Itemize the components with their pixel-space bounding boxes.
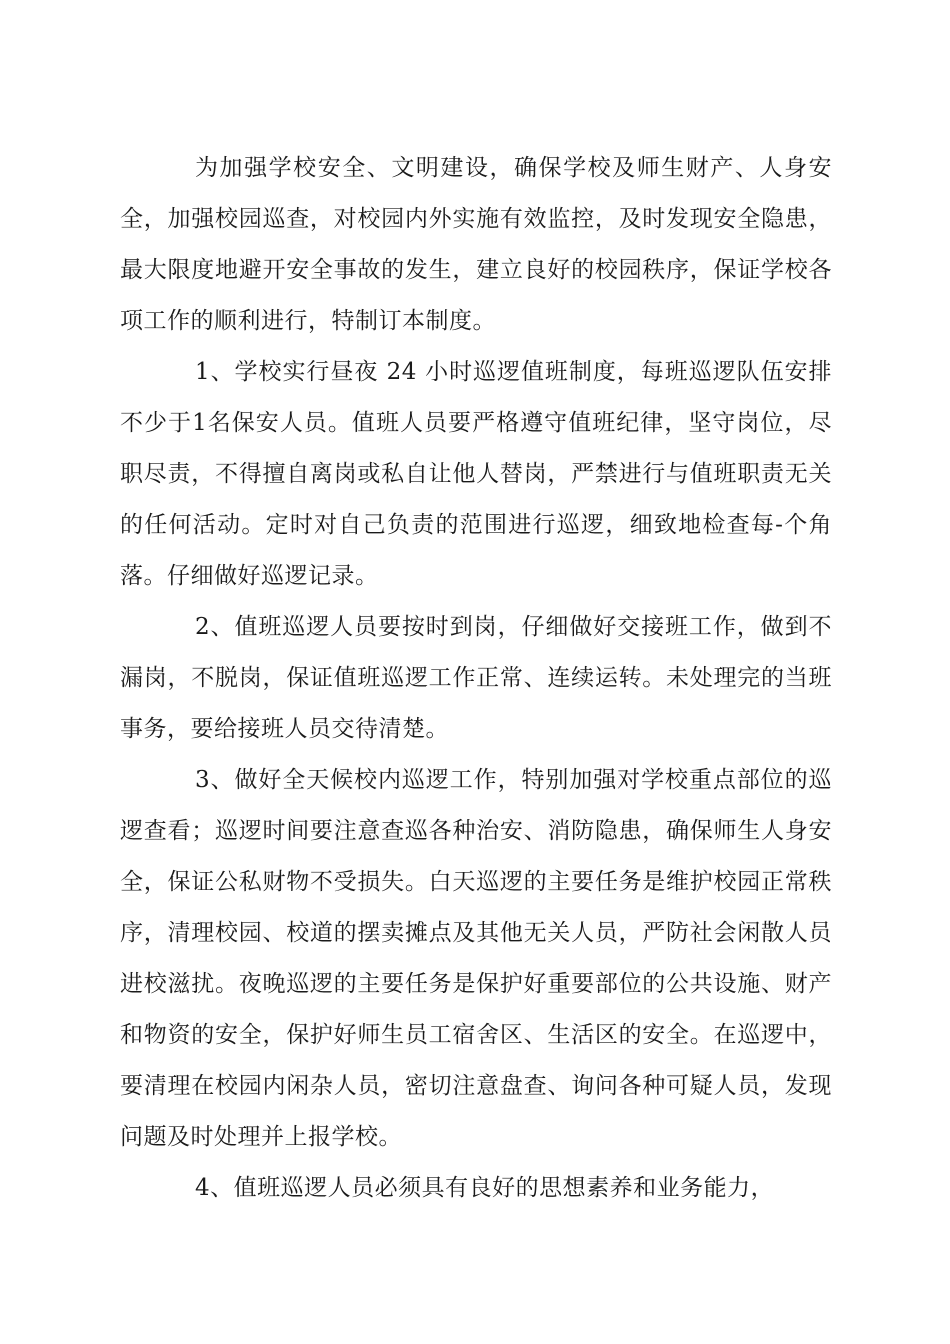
intro-paragraph: 为加强学校安全、文明建设，确保学校及师生财产、人身安全，加强校园巡查，对校园内外实施有效监控，及时发现安全隐患，最大限度地避开安全事故的发生，建立良好的校园秩序，保证学校各项工作的顺利进行，特制订本制度。: [120, 155, 832, 334]
rule-paragraph-4: 4、值班巡逻人员必须具有良好的思想素养和业务能力，: [195, 1175, 775, 1201]
rule-paragraph-3: 3、做好全天候校内巡逻工作，特别加强对学校重点部位的巡逻查看；巡逻时间要注意查巡各种治安、消防隐患，确保师生人身安全，保证公私财物不受损失。白天巡逻的主要任务是维护校园正常秩序，清理校园、校道的摆卖摊点及其他无关人员，严防社会闲散人员进校滋扰。夜晚巡逻的主要任务是保护好重要部位的公共设施、财产和物资的安全，保护好师生员工宿舍区、生活区的安全。在巡逻中，要清理在校园内闲杂人员，密切注意盘查、询问各种可疑人员，发现问题及时处理并上报学校。: [120, 767, 832, 1150]
rule-paragraph-1: 1、学校实行昼夜 24 小时巡逻值班制度，每班巡逻队伍安排不少于1名保安人员。值班人员要严格遵守值班纪律，坚守岗位，尽职尽责，不得擅自离岗或私自让他人替岗，严禁进行与值班职责无关的任何活动。定时对自己负责的范围进行巡逻，细致地检查每-个角落。仔细做好巡逻记录。: [120, 359, 832, 589]
rule-paragraph-2: 2、值班巡逻人员要按时到岗，仔细做好交接班工作，做到不漏岗，不脱岗，保证值班巡逻工作正常、连续运转。未处理完的当班事务，要给接班人员交待清楚。: [120, 614, 832, 742]
document-body: [120, 143, 832, 1214]
